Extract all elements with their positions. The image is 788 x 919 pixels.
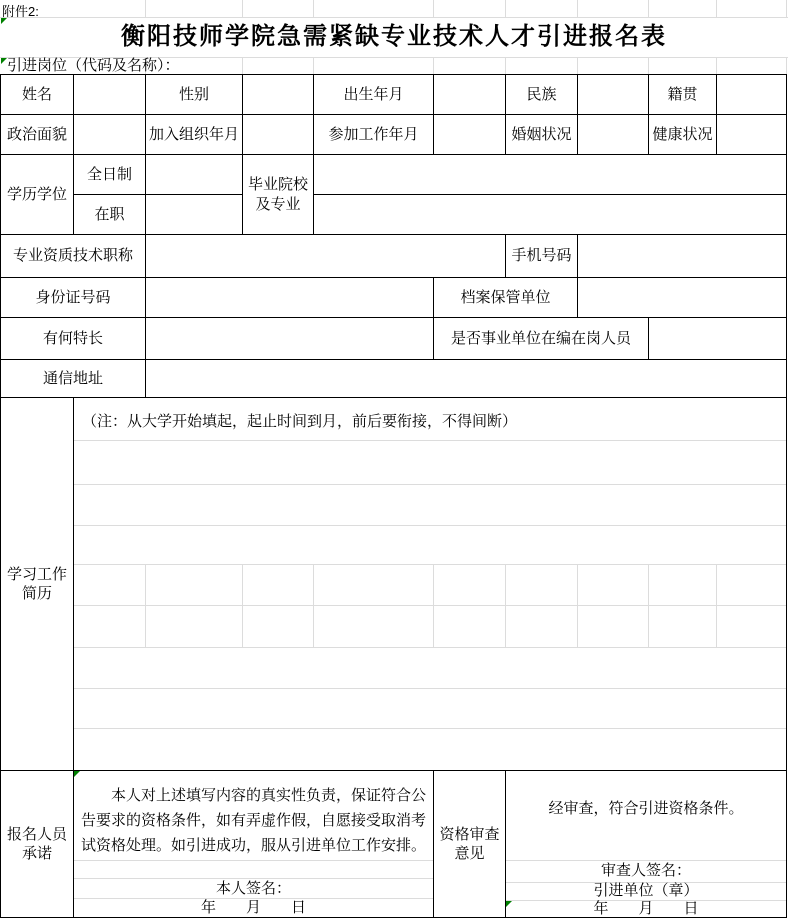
resume-note: （注：从大学开始填起，起止时间到月，前后要衔接，不得间断） [82,413,518,430]
work-start-date-input-cell[interactable] [433,114,506,155]
work-start-date-label: 参加工作年月 [313,114,434,155]
gridline [505,0,506,17]
name-input-cell[interactable] [73,74,146,115]
gridline [74,525,786,526]
education-degree-label: 学历学位 [0,154,74,235]
gridline [313,57,314,74]
gridline [433,564,434,647]
gridline [74,728,786,729]
gridline [242,0,243,17]
gridline [74,605,786,606]
gridline [313,0,314,17]
comment-marker [1,58,7,64]
gridline [716,57,717,74]
org-join-date-input-cell[interactable] [242,114,314,155]
commitment-date-line: 年 月 日 [200,899,306,916]
attachment-label: 附件2: [2,4,39,19]
gridline [716,0,717,17]
specialty-label: 有何特长 [0,317,146,360]
gridline [74,440,786,441]
gridline [648,564,649,647]
professional-title-input-cell[interactable] [145,234,506,278]
form-title: 衡阳技师学院急需紧缺专业技术人才引进报名表 [121,23,667,50]
gridline [242,57,243,74]
position-label: 引进岗位（代码及名称）： [7,57,180,74]
gridline [577,57,578,74]
resume-input-area[interactable] [73,397,787,771]
is-institution-staff-input-cell[interactable] [648,317,787,360]
professional-title-label: 专业资质技术职称 [0,234,146,278]
review-signature-label: 审查人签名： [600,862,691,879]
gender-label: 性别 [145,74,243,115]
review-label: 资格审查意见 [433,770,506,918]
resume-label: 学习工作简历 [0,397,74,771]
gridline [145,0,146,17]
political-status-label: 政治面貌 [0,114,74,155]
gridline [74,688,786,689]
gridline [74,484,786,485]
graduation-school-in-service-input-cell[interactable] [313,194,787,235]
archive-unit-label: 档案保管单位 [433,277,578,318]
gridline [648,57,649,74]
birth-date-label: 出生年月 [313,74,434,115]
gridline [433,57,434,74]
native-place-label: 籍贯 [648,74,717,115]
gridline [716,564,717,647]
id-number-input-cell[interactable] [145,277,434,318]
commitment-signature-label: 本人签名： [215,880,291,897]
graduation-school-major-label: 毕业院校及专业 [242,154,314,235]
gridline [577,0,578,17]
gridline [74,647,786,648]
mobile-input-cell[interactable] [577,234,787,278]
in-service-label: 在职 [73,194,146,235]
gridline [145,564,146,647]
mailing-address-input-cell[interactable] [145,359,787,398]
gridline [648,0,649,17]
review-date-line: 年 月 日 [593,900,699,917]
mailing-address-label: 通信地址 [0,359,146,398]
archive-unit-input-cell[interactable] [577,277,787,318]
ethnicity-input-cell[interactable] [577,74,649,115]
review-text: 经审查，符合引进资格条件。 [548,800,744,817]
health-status-input-cell[interactable] [716,114,787,155]
commitment-text: 本人对上述填写内容的真实性负责，保证符合公告要求的资格条件，如有弄虚作假，自愿接受取消考试资格处理。如引进成功，服从引进单位工作安排。 [81,787,427,854]
native-place-input-cell[interactable] [716,74,787,115]
marital-status-label: 婚姻状况 [505,114,578,155]
ethnicity-label: 民族 [505,74,578,115]
gridline [313,564,314,647]
comment-marker [1,18,7,24]
org-join-date-label: 加入组织年月 [145,114,243,155]
gender-input-cell[interactable] [242,74,314,115]
name-label: 姓名 [0,74,74,115]
gridline [786,0,787,17]
gridline [505,57,506,74]
gridline [242,564,243,647]
graduation-school-full-time-input-cell[interactable] [313,154,787,195]
gridline [433,0,434,17]
gridline [74,860,433,861]
political-status-input-cell[interactable] [73,114,146,155]
in-service-input-cell[interactable] [145,194,243,235]
gridline [505,564,506,647]
full-time-label: 全日制 [73,154,146,195]
gridline [74,564,786,565]
marital-status-input-cell[interactable] [577,114,649,155]
gridline [786,57,787,74]
commitment-label: 报名人员承诺 [0,770,74,918]
mobile-label: 手机号码 [505,234,578,278]
health-status-label: 健康状况 [648,114,717,155]
specialty-input-cell[interactable] [145,317,434,360]
gridline [577,564,578,647]
full-time-input-cell[interactable] [145,154,243,195]
review-unit-seal-label: 引进单位（章） [593,882,699,899]
is-institution-staff-label: 是否事业单位在编在岗人员 [433,317,649,360]
id-number-label: 身份证号码 [0,277,146,318]
birth-date-input-cell[interactable] [433,74,506,115]
